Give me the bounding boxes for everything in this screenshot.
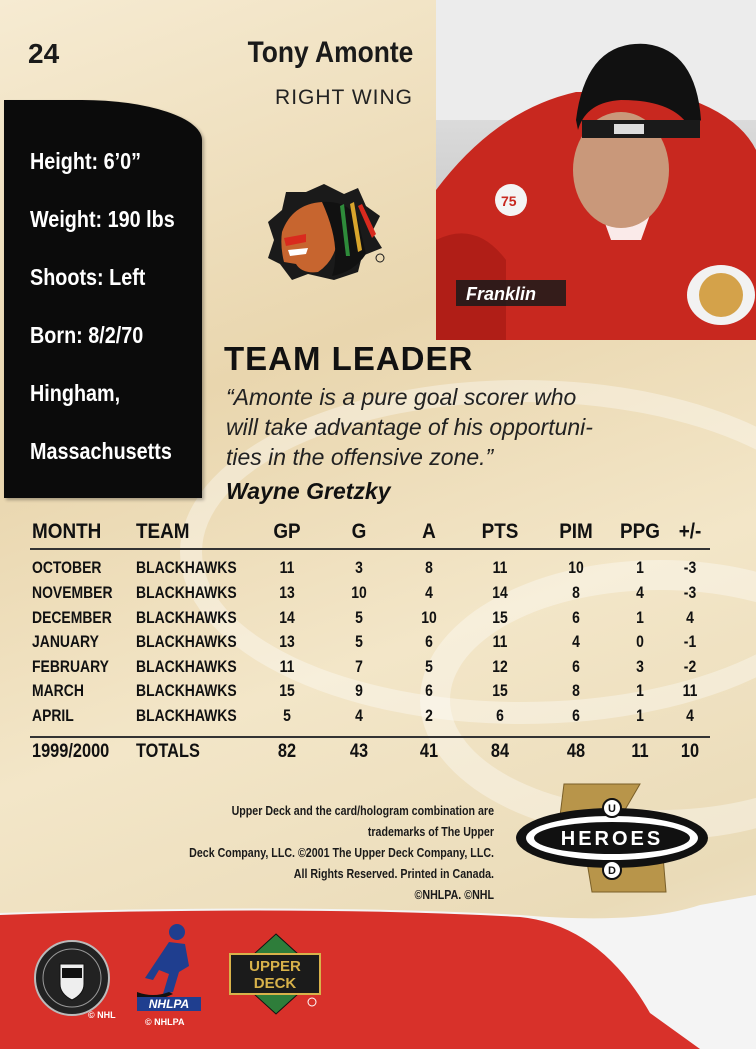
stats-header-plus-minus: +/- (678, 520, 702, 543)
stat-cell: 5 (355, 608, 363, 627)
stat-cell: 2 (425, 706, 433, 725)
bio-height: Height: 6’0” (30, 148, 142, 174)
upper-deck-line2: DECK (253, 975, 297, 992)
stat-cell: 6 (425, 681, 433, 700)
stat-cell: 6 (572, 657, 580, 676)
stat-cell: BLACKHAWKS (136, 706, 237, 725)
stat-cell: 5 (425, 657, 433, 676)
stat-cell: 11 (492, 632, 508, 651)
table-row (30, 681, 710, 705)
stat-cell: BLACKHAWKS (136, 657, 237, 676)
stat-cell: 5 (355, 632, 363, 651)
stat-cell: 10 (421, 608, 437, 627)
stat-cell: APRIL (32, 706, 74, 725)
stats-header-gp: GP (273, 520, 301, 543)
stat-cell: 1 (636, 608, 644, 627)
stat-cell: 43 (349, 741, 369, 762)
stat-cell: 3 (636, 657, 644, 676)
stat-cell: 6 (572, 706, 580, 725)
stats-header-ppg: PPG (620, 520, 660, 543)
stat-cell: BLACKHAWKS (136, 608, 237, 627)
stat-cell: BLACKHAWKS (136, 558, 237, 577)
stat-cell: BLACKHAWKS (136, 583, 237, 602)
legal-line: All Rights Reserved. Printed in Canada. (293, 866, 494, 881)
stats-header-pts: PTS (481, 520, 519, 543)
heroes-logo-icon (512, 782, 712, 894)
stat-cell: 13 (279, 583, 295, 602)
stats-header-row (30, 518, 710, 550)
player-name: Tony Amonte (247, 36, 413, 69)
table-row (30, 706, 710, 730)
stat-cell: 4 (572, 632, 580, 651)
nhlpa-icon (133, 922, 205, 1016)
quote-author: Wayne Gretzky (226, 478, 391, 504)
stat-cell: 12 (492, 657, 508, 676)
stat-cell: 8 (572, 681, 580, 700)
legal-line: Upper Deck and the card/hologram combination are trademarks of The Upper (231, 803, 494, 839)
legal-line: ©NHLPA. ©NHL (414, 887, 494, 902)
stat-cell: -3 (683, 558, 697, 577)
stats-header-a: A (422, 520, 436, 543)
totals-season: 1999/2000 (32, 741, 110, 762)
team-leader-quote (226, 382, 696, 472)
table-row (30, 558, 710, 582)
stat-cell: 11 (682, 681, 698, 700)
stat-cell: 6 (425, 632, 433, 651)
quote-line: ties in the offensive zone.” (226, 444, 494, 470)
stat-cell: 48 (566, 741, 586, 762)
table-row (30, 583, 710, 607)
stat-cell: 8 (425, 558, 433, 577)
stat-cell: 5 (283, 706, 291, 725)
table-row (30, 657, 710, 681)
quote-line: “Amonte is a pure goal scorer who (226, 384, 577, 410)
svg-text:Franklin: Franklin (466, 284, 537, 304)
stat-cell: 8 (572, 583, 580, 602)
bio-state: Massachusetts (30, 438, 172, 464)
bio-weight: Weight: 190 lbs (30, 206, 175, 232)
stat-cell: JANUARY (32, 632, 99, 651)
footer-band (0, 895, 756, 1049)
card-number: 24 (28, 38, 60, 69)
stat-cell: 9 (355, 681, 363, 700)
nhl-shield-icon (32, 938, 112, 1018)
stat-cell: DECEMBER (32, 608, 112, 627)
stat-cell: 4 (425, 583, 433, 602)
stat-cell: -1 (683, 632, 697, 651)
stat-cell: 7 (355, 657, 363, 676)
heroes-text: HEROES (560, 828, 664, 850)
stat-cell: MARCH (32, 681, 84, 700)
stat-cell: 1 (636, 706, 644, 725)
stat-cell: 6 (496, 706, 504, 725)
upper-deck-icon (228, 932, 324, 1016)
legal-text (174, 800, 494, 905)
stat-cell: 82 (277, 741, 297, 762)
stat-cell: BLACKHAWKS (136, 681, 237, 700)
stat-cell: 11 (631, 741, 649, 762)
player-position: RIGHT WING (275, 86, 413, 109)
stat-cell: 10 (568, 558, 584, 577)
stats-totals-row (30, 736, 710, 768)
stat-cell: NOVEMBER (32, 583, 113, 602)
upper-deck-line1: UPPER (249, 958, 301, 975)
stat-cell: 4 (355, 706, 363, 725)
heroes-bottom-letter: D (608, 865, 616, 877)
table-row (30, 632, 710, 656)
stats-header-team: TEAM (136, 520, 190, 543)
stat-cell: 11 (279, 657, 295, 676)
player-photo-illustration (436, 0, 756, 340)
stat-cell: -2 (683, 657, 697, 676)
nhlpa-copyright: © NHLPA (145, 1017, 185, 1027)
table-row (30, 608, 710, 632)
stat-cell: OCTOBER (32, 558, 102, 577)
stat-cell: -3 (683, 583, 697, 602)
stat-cell: 10 (351, 583, 367, 602)
stats-header-g: G (351, 520, 367, 543)
team-leader-title: TEAM LEADER (224, 340, 474, 377)
stat-cell: 84 (490, 741, 510, 762)
svg-text:75: 75 (501, 193, 517, 209)
bio-shoots: Shoots: Left (30, 264, 146, 290)
stat-cell: 41 (419, 741, 439, 762)
stat-cell: 14 (279, 608, 295, 627)
stat-cell: 0 (636, 632, 644, 651)
stat-cell: 4 (636, 583, 644, 602)
stat-cell: 4 (686, 608, 694, 627)
bio-born: Born: 8/2/70 (30, 322, 144, 348)
blackhawks-logo-icon (262, 176, 388, 286)
stat-cell: FEBRUARY (32, 657, 109, 676)
stat-cell: 14 (492, 583, 508, 602)
stat-cell: 15 (279, 681, 295, 700)
stat-cell: 1 (636, 681, 644, 700)
quote-line: will take advantage of his opportuni- (226, 414, 593, 440)
stat-cell: 15 (492, 608, 508, 627)
totals-label: TOTALS (136, 741, 200, 762)
stat-cell: BLACKHAWKS (136, 632, 237, 651)
nhl-copyright: © NHL (88, 1010, 116, 1020)
stat-cell: 4 (686, 706, 694, 725)
stat-cell: 3 (355, 558, 363, 577)
nhlpa-label: NHLPA (148, 997, 190, 1011)
stat-cell: 6 (572, 608, 580, 627)
stats-header-pim: PIM (559, 520, 593, 543)
stat-cell: 1 (636, 558, 644, 577)
stat-cell: 15 (492, 681, 508, 700)
stat-cell: 11 (279, 558, 295, 577)
stat-cell: 11 (492, 558, 508, 577)
stat-cell: 10 (680, 741, 700, 762)
bio-panel (4, 100, 202, 498)
stat-cell: 13 (279, 632, 295, 651)
stats-header-month: MONTH (32, 520, 102, 543)
player-photo (436, 0, 756, 340)
legal-line: Deck Company, LLC. ©2001 The Upper Deck Company, LLC. (189, 845, 494, 860)
heroes-top-letter: U (608, 803, 616, 815)
bio-city: Hingham, (30, 380, 121, 406)
